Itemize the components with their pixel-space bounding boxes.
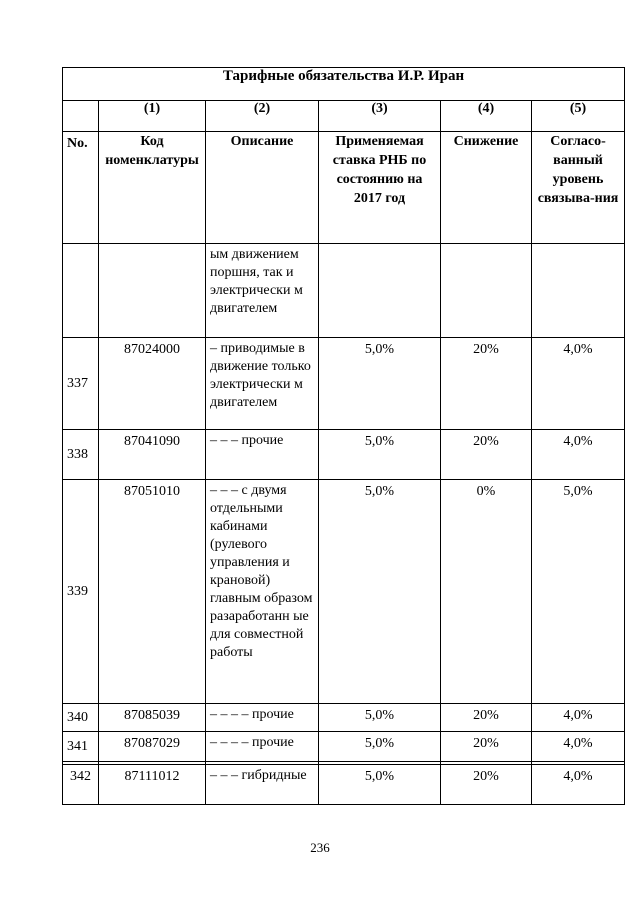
row-reduction: 20% <box>441 732 532 762</box>
row-applied-rate: 5,0% <box>319 704 441 732</box>
row-reduction: 0% <box>441 480 532 704</box>
header-no: No. <box>63 132 99 244</box>
row-code: 87087029 <box>99 732 206 762</box>
row-no: 342 <box>63 765 99 805</box>
row-applied-rate: 5,0% <box>319 338 441 430</box>
empty-cell <box>319 244 441 338</box>
continuation-row <box>63 244 625 338</box>
header-code: Код номенклатуры <box>99 132 206 244</box>
row-code: 87051010 <box>99 480 206 704</box>
row-reduction: 20% <box>441 704 532 732</box>
row-bound-level: 4,0% <box>532 732 625 762</box>
table-row <box>63 732 625 762</box>
table-row <box>63 338 625 430</box>
row-code: 87041090 <box>99 430 206 480</box>
tariff-table <box>62 67 625 805</box>
title-row <box>63 68 625 101</box>
row-code: 87111012 <box>99 765 206 805</box>
row-reduction: 20% <box>441 765 532 805</box>
table-row <box>63 430 625 480</box>
row-description: – приводимые в движение только электрически м двигателем <box>206 338 319 430</box>
table-row <box>63 704 625 732</box>
row-bound-level: 5,0% <box>532 480 625 704</box>
empty-cell <box>63 244 99 338</box>
row-no: 338 <box>63 430 99 480</box>
page-number: 236 <box>310 840 330 855</box>
table-row <box>63 765 625 805</box>
column-number: (3) <box>319 101 441 132</box>
table-row <box>63 480 625 704</box>
column-number: (2) <box>206 101 319 132</box>
row-no: 341 <box>63 732 99 762</box>
column-number: (1) <box>99 101 206 132</box>
row-no: 339 <box>63 480 99 704</box>
row-applied-rate: 5,0% <box>319 765 441 805</box>
column-number: (5) <box>532 101 625 132</box>
row-description: – – – – прочие <box>206 704 319 732</box>
row-description: – – – с двумя отдельными кабинами (рулевого управления и крановой) главным образом разаработанн ые для совместной работы <box>206 480 319 704</box>
empty-cell <box>532 244 625 338</box>
header-applied-rate: Применяемая ставка РНБ по состоянию на 2017 год <box>319 132 441 244</box>
header-description: Описание <box>206 132 319 244</box>
row-reduction: 20% <box>441 338 532 430</box>
row-description: – – – – прочие <box>206 732 319 762</box>
table-title: Тарифные обязательства И.Р. Иран <box>63 68 625 101</box>
continuation-description: ым движением поршня, так и электрически м двигателем <box>206 244 319 338</box>
header-reduction: Снижение <box>441 132 532 244</box>
row-no: 337 <box>63 338 99 430</box>
empty-cell <box>99 244 206 338</box>
row-code: 87024000 <box>99 338 206 430</box>
row-description: – – – гибридные <box>206 765 319 805</box>
row-applied-rate: 5,0% <box>319 480 441 704</box>
header-row <box>63 132 625 244</box>
row-bound-level: 4,0% <box>532 338 625 430</box>
row-applied-rate: 5,0% <box>319 732 441 762</box>
header-bound-level: Согласо-ванный уровень связыва-ния <box>532 132 625 244</box>
row-bound-level: 4,0% <box>532 430 625 480</box>
column-number-row <box>63 101 625 132</box>
row-no: 340 <box>63 704 99 732</box>
row-reduction: 20% <box>441 430 532 480</box>
row-description: – – – прочие <box>206 430 319 480</box>
column-number-empty <box>63 101 99 132</box>
row-bound-level: 4,0% <box>532 704 625 732</box>
row-applied-rate: 5,0% <box>319 430 441 480</box>
row-bound-level: 4,0% <box>532 765 625 805</box>
empty-cell <box>441 244 532 338</box>
column-number: (4) <box>441 101 532 132</box>
row-code: 87085039 <box>99 704 206 732</box>
